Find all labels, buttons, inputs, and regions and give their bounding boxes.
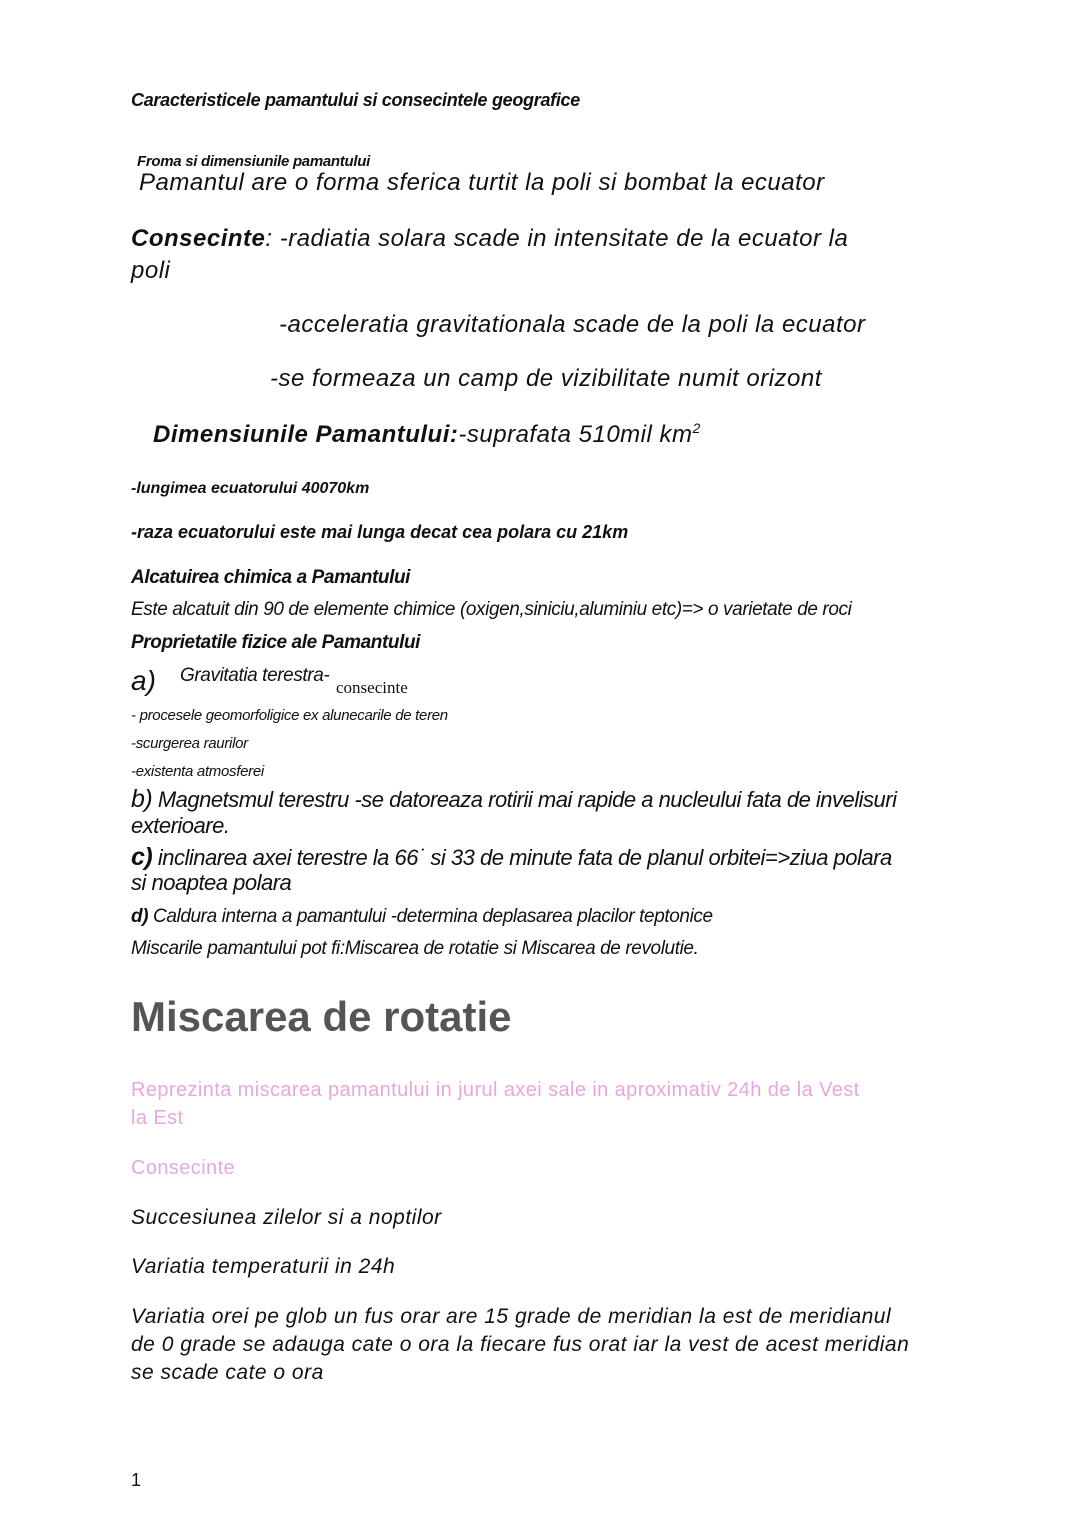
- consecinte-label: Consecinte: [131, 225, 266, 252]
- item-c-text: inclinarea axei terestre la 66˙ si 33 de minute fata de planul orbitei=>ziua polara: [152, 845, 892, 870]
- succesiune-text: Succesiunea zilelor si a noptilor: [131, 1206, 442, 1229]
- consecinte-line-3: -se formeaza un camp de vizibilitate numit orizont: [270, 365, 822, 392]
- consecinte-line-2: -acceleratia gravitationala scade de la poli la ecuator: [279, 311, 866, 338]
- lungime-ecuator: -lungimea ecuatorului 40070km: [131, 480, 370, 497]
- item-c-line-1: [131, 842, 892, 872]
- proprietati-heading: Proprietatile fizice ale Pamantului: [131, 632, 421, 653]
- dimensiuni-value: -suprafata 510mil km: [458, 421, 693, 448]
- item-a-list-1: - procesele geomorfoligice ex alunecarile de teren: [131, 707, 448, 724]
- forma-text: Pamantul are o forma sferica turtit la poli si bombat la ecuator: [139, 169, 825, 196]
- forma-heading: Froma si dimensiunile pamantului: [137, 153, 370, 170]
- consecinte-line-1-cont: poli: [131, 257, 171, 284]
- miscarile-text: Miscarile pamantului pot fi:Miscarea de rotatie si Miscarea de revolutie.: [131, 938, 699, 959]
- variatia-temperaturii: Variatia temperaturii in 24h: [131, 1255, 396, 1278]
- alcatuire-heading: Alcatuirea chimica a Pamantului: [131, 567, 411, 588]
- item-a-text: Gravitatia terestra-: [180, 665, 330, 686]
- raza-ecuator: -raza ecuatorului este mai lunga decat cea polara cu 21km: [131, 522, 629, 542]
- rotatie-consecinte-label: Consecinte: [131, 1157, 236, 1179]
- consecinte-line-1: [131, 225, 848, 254]
- dimensiuni-line: [153, 420, 701, 450]
- alcatuire-text: Este alcatuit din 90 de elemente chimice (oxigen,siniciu,aluminiu etc)=> o varietate de roci: [131, 599, 852, 620]
- variatia-orei-line-2: de 0 grade se adauga cate o ora la fiecare fus orat iar la vest de acest meridian: [131, 1333, 910, 1356]
- item-b-letter: b): [131, 785, 153, 813]
- variatia-orei-line-3: se scade cate o ora: [131, 1361, 324, 1384]
- item-c-line-2: si noaptea polara: [131, 870, 292, 895]
- item-a-list-3: -existenta atmosferei: [131, 763, 264, 780]
- rotatie-definition-line-2: la Est: [131, 1107, 184, 1129]
- item-b-text: Magnetsmul terestru -se datoreaza rotirii mai rapide a nucleului fata de invelisuri: [152, 787, 897, 812]
- item-a-list-2: -scurgerea raurilor: [131, 735, 248, 752]
- item-b-line-1: [131, 784, 897, 814]
- item-d-line: [131, 906, 713, 929]
- item-a-sub: consecinte: [336, 678, 408, 697]
- rotatie-definition-line-1: Reprezinta miscarea pamantului in jurul axei sale in aproximativ 24h de la Vest: [131, 1079, 860, 1101]
- rotatie-heading: Miscarea de rotatie: [131, 993, 512, 1040]
- item-a-letter: a): [131, 665, 156, 696]
- item-b-line-2: exterioare.: [131, 813, 230, 838]
- item-d-text: Caldura interna a pamantului -determina deplasarea placilor teptonice: [148, 906, 713, 927]
- consecinte-line-1-text: : -radiatia solara scade in intensitate de la ecuator la: [265, 225, 849, 252]
- document-title: Caracteristicele pamantului si consecintele geografice: [131, 90, 580, 110]
- page-number: 1: [131, 1470, 142, 1490]
- dimensiuni-label: Dimensiunile Pamantului:: [153, 421, 459, 448]
- dimensiuni-sup: 2: [692, 420, 701, 436]
- item-d-letter: d): [131, 906, 149, 927]
- variatia-orei-line-1: Variatia orei pe glob un fus orar are 15 grade de meridian la est de meridianul: [131, 1305, 892, 1328]
- item-c-letter: c): [131, 843, 153, 871]
